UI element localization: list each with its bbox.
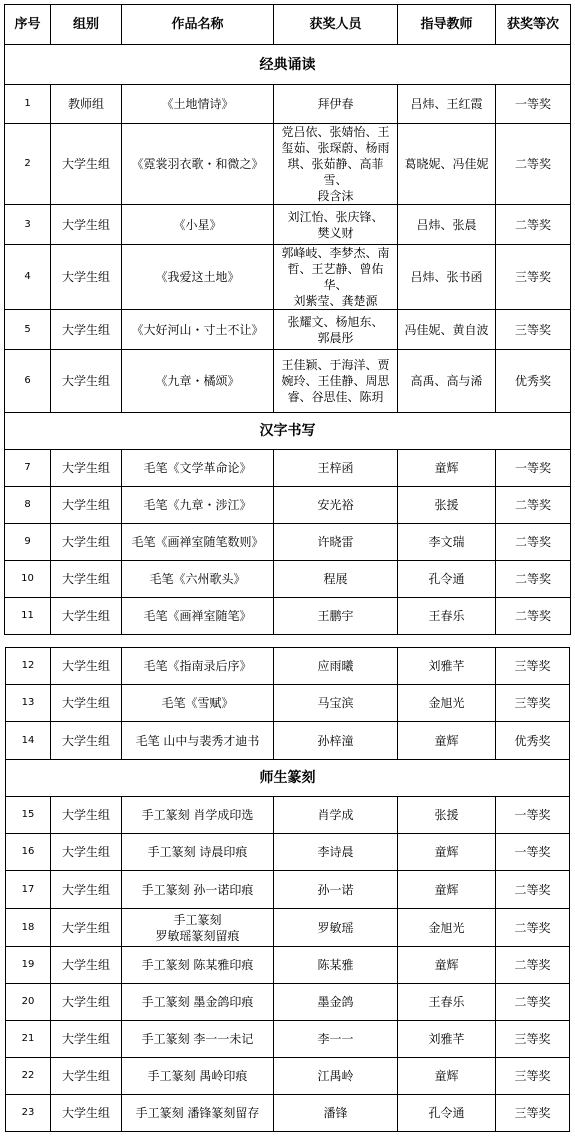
award-cell: 三等奖: [496, 648, 570, 685]
row-number: 7: [5, 450, 51, 487]
award-cell: 二等奖: [496, 984, 570, 1021]
award-cell: 二等奖: [496, 871, 570, 909]
award-cell: 二等奖: [496, 124, 571, 205]
winners-cell: 安光裕: [274, 487, 398, 524]
table-row: [5, 598, 571, 635]
table-row: [6, 947, 570, 984]
teacher-cell: 金旭光: [398, 909, 496, 947]
work-title-cell: 毛笔《雪赋》: [122, 685, 274, 722]
award-cell: 二等奖: [496, 598, 571, 635]
teacher-cell: 冯佳妮、黄自波: [398, 310, 496, 350]
awards-table-part2: [5, 647, 570, 1132]
table-row: [6, 685, 570, 722]
winners-cell: 郭峰岐、李梦杰、南 哲、王艺静、曾佑华、 刘紫莹、龚楚源: [274, 245, 398, 310]
teacher-cell: 王春乐: [398, 984, 496, 1021]
group-cell: 大学生组: [51, 834, 122, 871]
row-number: 12: [6, 648, 51, 685]
teacher-cell: 刘雅芊: [398, 1021, 496, 1058]
work-title-cell: 毛笔《文学革命论》: [122, 450, 274, 487]
row-number: 18: [6, 909, 51, 947]
table-row: [6, 871, 570, 909]
winners-cell: 王鹏宇: [274, 598, 398, 635]
teacher-cell: 童辉: [398, 834, 496, 871]
teacher-cell: 葛晓妮、冯佳妮: [398, 124, 496, 205]
winners-cell: 孙梓潼: [274, 722, 398, 760]
row-number: 16: [6, 834, 51, 871]
group-cell: 大学生组: [51, 685, 122, 722]
teacher-cell: 张援: [398, 487, 496, 524]
work-title-cell: 毛笔《指南录后序》: [122, 648, 274, 685]
winners-cell: 墨金鸽: [274, 984, 398, 1021]
group-cell: 大学生组: [51, 722, 122, 760]
award-cell: 一等奖: [496, 450, 571, 487]
group-cell: 大学生组: [51, 871, 122, 909]
header-row: [5, 5, 571, 45]
group-cell: 大学生组: [51, 487, 122, 524]
teacher-cell: 刘雅芊: [398, 648, 496, 685]
table-row: [6, 648, 570, 685]
winners-cell: 王梓函: [274, 450, 398, 487]
winners-cell: 潘锋: [274, 1095, 398, 1132]
winners-cell: 刘江怡、张庆锋、 樊义财: [274, 205, 398, 245]
work-title-cell: 手工篆刻 诗晨印痕: [122, 834, 274, 871]
work-title-cell: 毛笔《画禅室随笔数则》: [122, 524, 274, 561]
work-title-cell: 手工篆刻 禺岭印痕: [122, 1058, 274, 1095]
work-title-cell: 《土地情诗》: [122, 85, 274, 124]
row-number: 19: [6, 947, 51, 984]
row-number: 9: [5, 524, 51, 561]
teacher-cell: 王春乐: [398, 598, 496, 635]
header-teacher: 指导教师: [398, 5, 496, 45]
group-cell: 大学生组: [51, 124, 122, 205]
table-row: [5, 205, 571, 245]
row-number: 23: [6, 1095, 51, 1132]
award-cell: 优秀奖: [496, 722, 570, 760]
winners-cell: 拜伊春: [274, 85, 398, 124]
group-cell: 大学生组: [51, 1021, 122, 1058]
winners-cell: 党吕依、张婧怡、王 玺茹、张琛蔚、杨雨 琪、张茹静、高菲雪、 段含沫: [274, 124, 398, 205]
group-cell: 大学生组: [51, 984, 122, 1021]
winners-cell: 张耀文、杨旭东、 郭晨彤: [274, 310, 398, 350]
teacher-cell: 张援: [398, 797, 496, 834]
work-title-cell: 《小星》: [122, 205, 274, 245]
row-number: 11: [5, 598, 51, 635]
award-cell: 一等奖: [496, 797, 570, 834]
work-title-cell: 《大好河山・寸土不让》: [122, 310, 274, 350]
award-cell: 一等奖: [496, 834, 570, 871]
work-title-cell: 《我爱这土地》: [122, 245, 274, 310]
teacher-cell: 童辉: [398, 450, 496, 487]
row-number: 14: [6, 722, 51, 760]
row-number: 1: [5, 85, 51, 124]
teacher-cell: 孔令通: [398, 561, 496, 598]
row-number: 20: [6, 984, 51, 1021]
winners-cell: 程展: [274, 561, 398, 598]
work-title-cell: 毛笔 山中与裴秀才迪书: [122, 722, 274, 760]
award-cell: 三等奖: [496, 245, 571, 310]
table-row: [5, 561, 571, 598]
teacher-cell: 吕炜、王红霞: [398, 85, 496, 124]
row-number: 22: [6, 1058, 51, 1095]
award-cell: 三等奖: [496, 1058, 570, 1095]
work-title-cell: 手工篆刻 潘锋篆刻留存: [122, 1095, 274, 1132]
table-row: [6, 834, 570, 871]
award-cell: 二等奖: [496, 487, 571, 524]
group-cell: 大学生组: [51, 797, 122, 834]
row-number: 15: [6, 797, 51, 834]
award-cell: 优秀奖: [496, 350, 571, 413]
work-title-cell: 《霓裳羽衣歌・和微之》: [122, 124, 274, 205]
work-title-cell: 手工篆刻 墨金鸽印痕: [122, 984, 274, 1021]
award-cell: 三等奖: [496, 685, 570, 722]
row-number: 5: [5, 310, 51, 350]
row-number: 10: [5, 561, 51, 598]
teacher-cell: 童辉: [398, 947, 496, 984]
row-number: 2: [5, 124, 51, 205]
row-number: 17: [6, 871, 51, 909]
winners-cell: 许晓雷: [274, 524, 398, 561]
group-cell: 大学生组: [51, 524, 122, 561]
work-title-cell: 《九章・橘颂》: [122, 350, 274, 413]
table-row: [5, 85, 571, 124]
teacher-cell: 童辉: [398, 871, 496, 909]
teacher-cell: 童辉: [398, 1058, 496, 1095]
table-row: [5, 487, 571, 524]
winners-cell: 孙一诺: [274, 871, 398, 909]
table-row: [6, 984, 570, 1021]
table-row: [5, 450, 571, 487]
work-title-cell: 毛笔《九章・涉江》: [122, 487, 274, 524]
award-cell: 二等奖: [496, 947, 570, 984]
table-row: [6, 1095, 570, 1132]
group-cell: 大学生组: [51, 450, 122, 487]
award-cell: 二等奖: [496, 205, 571, 245]
row-number: 6: [5, 350, 51, 413]
work-title-cell: 手工篆刻 孙一诺印痕: [122, 871, 274, 909]
table-row: [6, 1021, 570, 1058]
table-row: [5, 524, 571, 561]
work-title-cell: 手工篆刻 肖学成印选: [122, 797, 274, 834]
group-cell: 大学生组: [51, 310, 122, 350]
work-title-cell: 毛笔《画禅室随笔》: [122, 598, 274, 635]
teacher-cell: 吕炜、张书函: [398, 245, 496, 310]
table-row: [6, 722, 570, 760]
header-no: 序号: [5, 5, 51, 45]
winners-cell: 应雨曦: [274, 648, 398, 685]
section-title: 师生篆刻: [6, 760, 570, 797]
group-cell: 教师组: [51, 85, 122, 124]
teacher-cell: 金旭光: [398, 685, 496, 722]
winners-cell: 肖学成: [274, 797, 398, 834]
winners-cell: 王佳颖、于海洋、贾 婉玲、王佳静、周思 睿、谷思佳、陈玥: [274, 350, 398, 413]
row-number: 3: [5, 205, 51, 245]
header-group: 组别: [51, 5, 122, 45]
teacher-cell: 高禹、高与浠: [398, 350, 496, 413]
table-row: [5, 310, 571, 350]
winners-cell: 李诗晨: [274, 834, 398, 871]
winners-cell: 罗敏瑶: [274, 909, 398, 947]
header-award: 获奖等次: [496, 5, 571, 45]
table-row: [6, 1058, 570, 1095]
group-cell: 大学生组: [51, 561, 122, 598]
group-cell: 大学生组: [51, 598, 122, 635]
table-row: [5, 124, 571, 205]
award-cell: 二等奖: [496, 561, 571, 598]
winners-cell: 陈某雅: [274, 947, 398, 984]
group-cell: 大学生组: [51, 1058, 122, 1095]
group-cell: 大学生组: [51, 947, 122, 984]
award-cell: 二等奖: [496, 909, 570, 947]
section-title: 汉字书写: [5, 413, 571, 450]
table-row: [6, 797, 570, 834]
group-cell: 大学生组: [51, 1095, 122, 1132]
table-row: [6, 909, 570, 947]
row-number: 4: [5, 245, 51, 310]
work-title-cell: 手工篆刻 罗敏瑶篆刻留痕: [122, 909, 274, 947]
table-row: [5, 245, 571, 310]
header-winners: 获奖人员: [274, 5, 398, 45]
award-cell: 三等奖: [496, 1021, 570, 1058]
teacher-cell: 吕炜、张晨: [398, 205, 496, 245]
group-cell: 大学生组: [51, 205, 122, 245]
header-work: 作品名称: [122, 5, 274, 45]
work-title-cell: 手工篆刻 李一一未记: [122, 1021, 274, 1058]
work-title-cell: 手工篆刻 陈某雅印痕: [122, 947, 274, 984]
teacher-cell: 孔令通: [398, 1095, 496, 1132]
award-cell: 三等奖: [496, 1095, 570, 1132]
work-title-cell: 毛笔《六州歌头》: [122, 561, 274, 598]
winners-cell: 江禺岭: [274, 1058, 398, 1095]
section-title: 经典诵读: [5, 45, 571, 85]
group-cell: 大学生组: [51, 350, 122, 413]
row-number: 13: [6, 685, 51, 722]
award-cell: 二等奖: [496, 524, 571, 561]
group-cell: 大学生组: [51, 245, 122, 310]
awards-table-part1: [4, 4, 571, 635]
award-cell: 三等奖: [496, 310, 571, 350]
table-row: [5, 350, 571, 413]
teacher-cell: 童辉: [398, 722, 496, 760]
winners-cell: 马宝滨: [274, 685, 398, 722]
winners-cell: 李一一: [274, 1021, 398, 1058]
award-cell: 一等奖: [496, 85, 571, 124]
row-number: 8: [5, 487, 51, 524]
group-cell: 大学生组: [51, 648, 122, 685]
teacher-cell: 李文瑞: [398, 524, 496, 561]
group-cell: 大学生组: [51, 909, 122, 947]
row-number: 21: [6, 1021, 51, 1058]
